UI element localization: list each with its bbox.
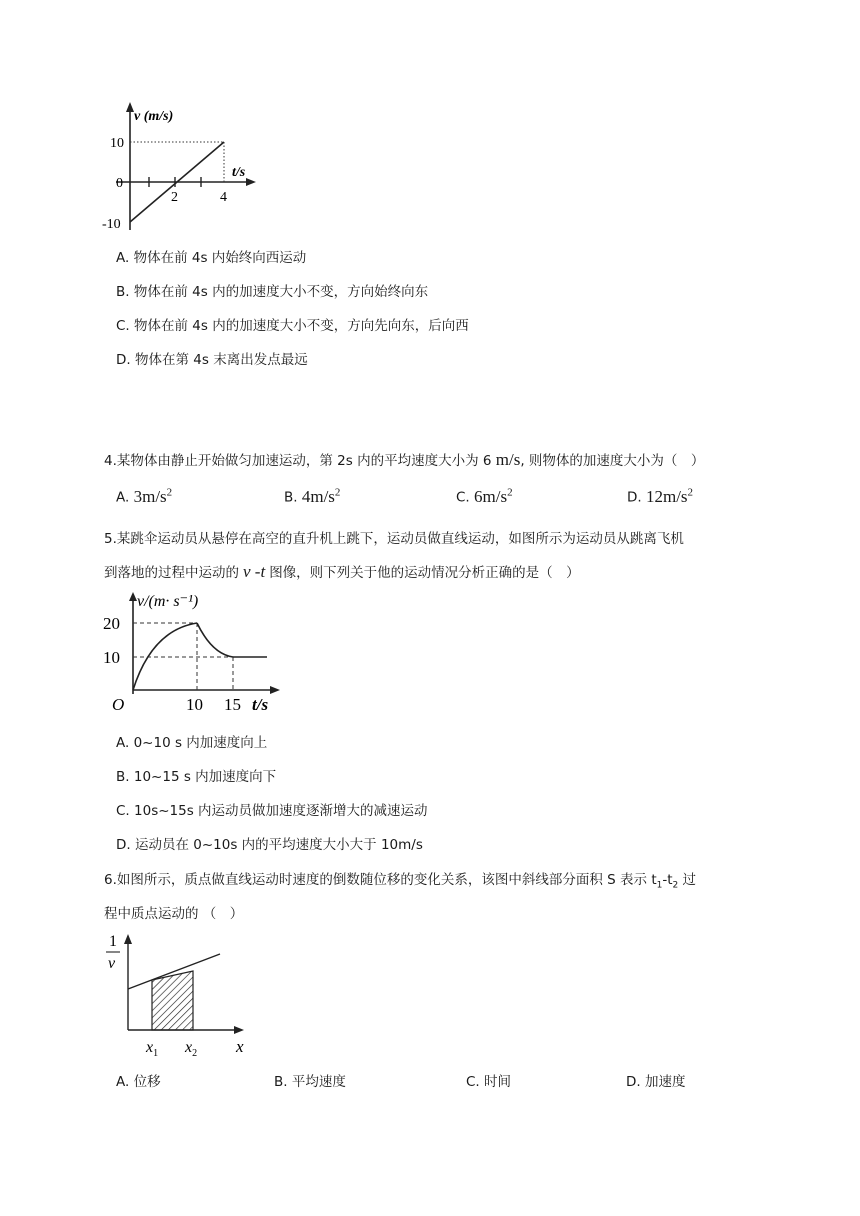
q3-y-arrow [126,102,134,112]
option-letter: B. [116,284,130,300]
option-exponent: 2 [687,486,694,498]
q5-ytick-10: 10 [103,648,120,667]
q5-xlabel: t/s [252,695,269,714]
option-text: 位移 [133,1074,161,1090]
q4-stem [104,449,704,470]
q5-xtick-10: 10 [186,695,203,714]
q6-y-numerator: 1 [109,933,117,950]
q3-ytick-0: 0 [116,176,123,191]
option-letter: B. [116,769,130,785]
option-letter: D. [627,489,642,506]
option-value: 3m/s [133,486,167,506]
q6-stem-text: 6.如图所示，质点做直线运动时速度的倒数随位移的变化关系，该图中斜线部分面积 S 表示 t [104,872,657,888]
option-text: 运动员在 0~10s 内的平均速度大小大于 10m/s [134,837,423,853]
option-exponent: 2 [166,486,173,498]
option-letter: A. [116,1074,130,1090]
q5-stem-text: 到落地的过程中运动的 [104,565,239,581]
option-letter: C. [116,803,130,819]
q5-vt-graph [100,586,290,714]
q6-inverse-velocity-graph [100,928,260,1060]
q3-ylabel: v (m/s) [134,109,174,124]
q3-option-a [116,246,306,266]
option-text: 物体在第 4s 末离出发点最远 [134,352,308,368]
q4-stem-unit: m/s [495,450,521,469]
q6-x1: x [146,1039,154,1056]
q6-stem-text-end: 过 [678,872,697,888]
q6-x2-label [184,1039,197,1059]
q5-ytick-20: 20 [103,614,120,633]
q6-stem-mid: -t [662,872,673,888]
option-letter: B. [284,489,298,506]
q3-xtick-4: 4 [220,190,227,205]
option-text: 10s~15s 内运动员做加速度逐渐增大的减速运动 [134,803,428,819]
option-letter: A. [116,735,130,751]
option-value: 6m/s [474,486,508,506]
q5-option-a [116,731,267,751]
q5-stem-line2 [104,561,580,582]
q5-option-c [116,799,428,819]
option-letter: D. [116,837,131,853]
q4-stem-text: 4.某物体由静止开始做匀加速运动，第 2s 内的平均速度大小为 6 [104,453,496,469]
q5-origin: O [112,695,125,714]
q3-xlabel: t/s [232,165,246,180]
q6-stem-line2: 程中质点运动的 （ ） [104,906,244,922]
q6-stem-line1 [104,868,696,891]
option-text: 物体在前 4s 内的加速度大小不变，方向始终向东 [133,284,429,300]
q3-option-b [116,280,428,300]
q4-option-c [456,486,513,507]
q4-option-d [627,486,693,507]
q5-ylabel: v/(m· s⁻¹) [137,593,199,610]
option-letter: B. [274,1074,288,1090]
q5-option-d [116,833,423,853]
option-letter: C. [116,318,130,334]
q6-x1-sub: 1 [153,1048,159,1059]
q4-option-b [284,486,340,507]
q6-option-d [626,1070,685,1090]
q6-x1-label [145,1039,158,1059]
option-text: 物体在前 4s 内始终向西运动 [133,250,307,266]
option-text: 0~10 s 内加速度向上 [133,735,268,751]
q6-option-b [274,1070,346,1090]
q5-stem-line1: 5.某跳伞运动员从悬停在高空的直升机上跳下，运动员做直线运动，如图所示为运动员从跳离飞机 [104,531,684,547]
q6-option-a [116,1070,161,1090]
q4-option-a [116,486,172,507]
q3-ytick-10: 10 [110,136,124,151]
option-letter: C. [456,489,470,506]
option-exponent: 2 [507,486,513,498]
q5-x-arrow [270,686,280,694]
option-text: 平均速度 [291,1074,346,1090]
q3-option-c [116,314,469,334]
option-letter: A. [116,250,130,266]
option-letter: D. [116,352,131,368]
q6-shaded-area [152,971,193,1030]
option-letter: C. [466,1074,480,1090]
option-exponent: 2 [334,486,341,498]
q5-decelerating-curve [197,623,233,657]
q6-x2: x [185,1039,193,1056]
q6-y-denominator: v [108,955,116,972]
q6-stem-sub1: 1 [656,880,663,891]
q5-option-b [116,765,276,785]
q6-option-c [466,1070,511,1090]
q5-stem-math: v -t [243,562,266,581]
q3-vt-graph [96,100,266,240]
option-value: 4m/s [301,486,335,506]
q6-stem-sub2: 2 [672,880,679,891]
option-value: 12m/s [645,486,688,506]
q6-x2-sub: 2 [192,1048,198,1059]
q5-y-arrow [129,592,137,601]
q3-x-arrow [246,178,256,186]
q6-xlabel: x [236,1037,244,1056]
q3-ytick-neg10: -10 [102,217,121,232]
q5-stem-text-end: 图像，则下列关于他的运动情况分析正确的是（ ） [269,565,580,581]
option-text: 加速度 [644,1074,686,1090]
q4-stem-text-end: , 则物体的加速度大小为（ ） [520,453,705,469]
option-text: 10~15 s 内加速度向下 [133,769,277,785]
option-letter: D. [626,1074,641,1090]
q6-y-arrow [124,934,132,944]
option-text: 时间 [484,1074,512,1090]
option-text: 物体在前 4s 内的加速度大小不变，方向先向东，后向西 [134,318,469,334]
q6-x-arrow [234,1026,244,1034]
q3-option-d [116,348,308,368]
option-letter: A. [116,489,130,506]
q3-xtick-2: 2 [171,190,178,205]
q5-xtick-15: 15 [224,695,241,714]
